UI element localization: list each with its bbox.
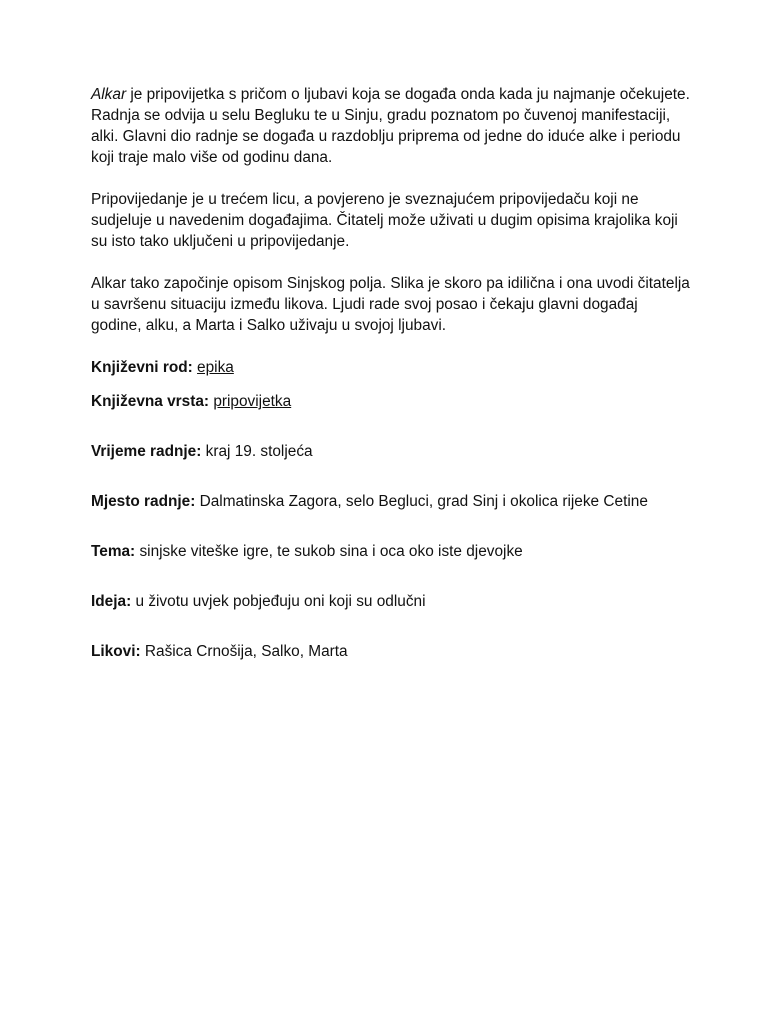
field-mjesto xyxy=(91,491,691,512)
intro-paragraph xyxy=(91,84,691,168)
field-vrsta-label: Književna vrsta: xyxy=(91,393,210,410)
intro-text: je pripovijetka s pričom o ljubavi koja se događa onda kada ju najmanje očekujete. Radnja se odvija u selu Begluku te u Sinju, gradu poznatom po čuvenoj manifestaciji, alki. Glavni dio radnje se događa u razdoblju priprema od jedne do iduće alke i periodu koji traje malo više od godinu dana. xyxy=(91,86,690,166)
field-tema-value: sinjske viteške igre, te sukob sina i oca oko iste djevojke xyxy=(139,543,523,560)
field-rod-label: Književni rod: xyxy=(91,359,193,376)
field-likovi-label: Likovi: xyxy=(91,643,141,660)
field-vrijeme xyxy=(91,441,691,462)
field-rod xyxy=(91,357,691,378)
title-italic: Alkar xyxy=(91,86,127,103)
narration-paragraph: Pripovijedanje je u trećem licu, a povjereno je sveznajućem pripovijedaču koji ne sudjeluje u navedenim događajima. Čitatelj može uživati u dugim opisima krajolika koji su isto tako uključeni u pripovijedanje. xyxy=(91,191,678,250)
field-ideja-label: Ideja: xyxy=(91,593,132,610)
field-tema-label: Tema: xyxy=(91,543,136,560)
document-body xyxy=(91,84,691,662)
pripovijetka-link[interactable]: pripovijetka xyxy=(213,393,292,410)
opening-paragraph: Alkar tako započinje opisom Sinjskog polja. Slika je skoro pa idilična i ona uvodi čitatelja u savršenu situaciju između likova. Ljudi rade svoj posao i čekaju glavni događaj godine, alku, a Marta i Salko uživaju u svojoj ljubavi. xyxy=(91,275,690,334)
field-likovi xyxy=(91,641,691,662)
field-tema xyxy=(91,541,691,562)
field-ideja-value: u životu uvjek pobjeđuju oni koji su odlučni xyxy=(135,593,426,610)
field-ideja xyxy=(91,591,691,612)
field-likovi-value: Rašica Crnošija, Salko, Marta xyxy=(144,643,348,660)
field-mjesto-value: Dalmatinska Zagora, selo Begluci, grad Sinj i okolica rijeke Cetine xyxy=(199,493,648,510)
field-vrsta xyxy=(91,391,691,412)
field-vrijeme-label: Vrijeme radnje: xyxy=(91,443,202,460)
epika-link[interactable]: epika xyxy=(197,359,234,376)
field-vrijeme-value: kraj 19. stoljeća xyxy=(205,443,313,460)
field-mjesto-label: Mjesto radnje: xyxy=(91,493,196,510)
